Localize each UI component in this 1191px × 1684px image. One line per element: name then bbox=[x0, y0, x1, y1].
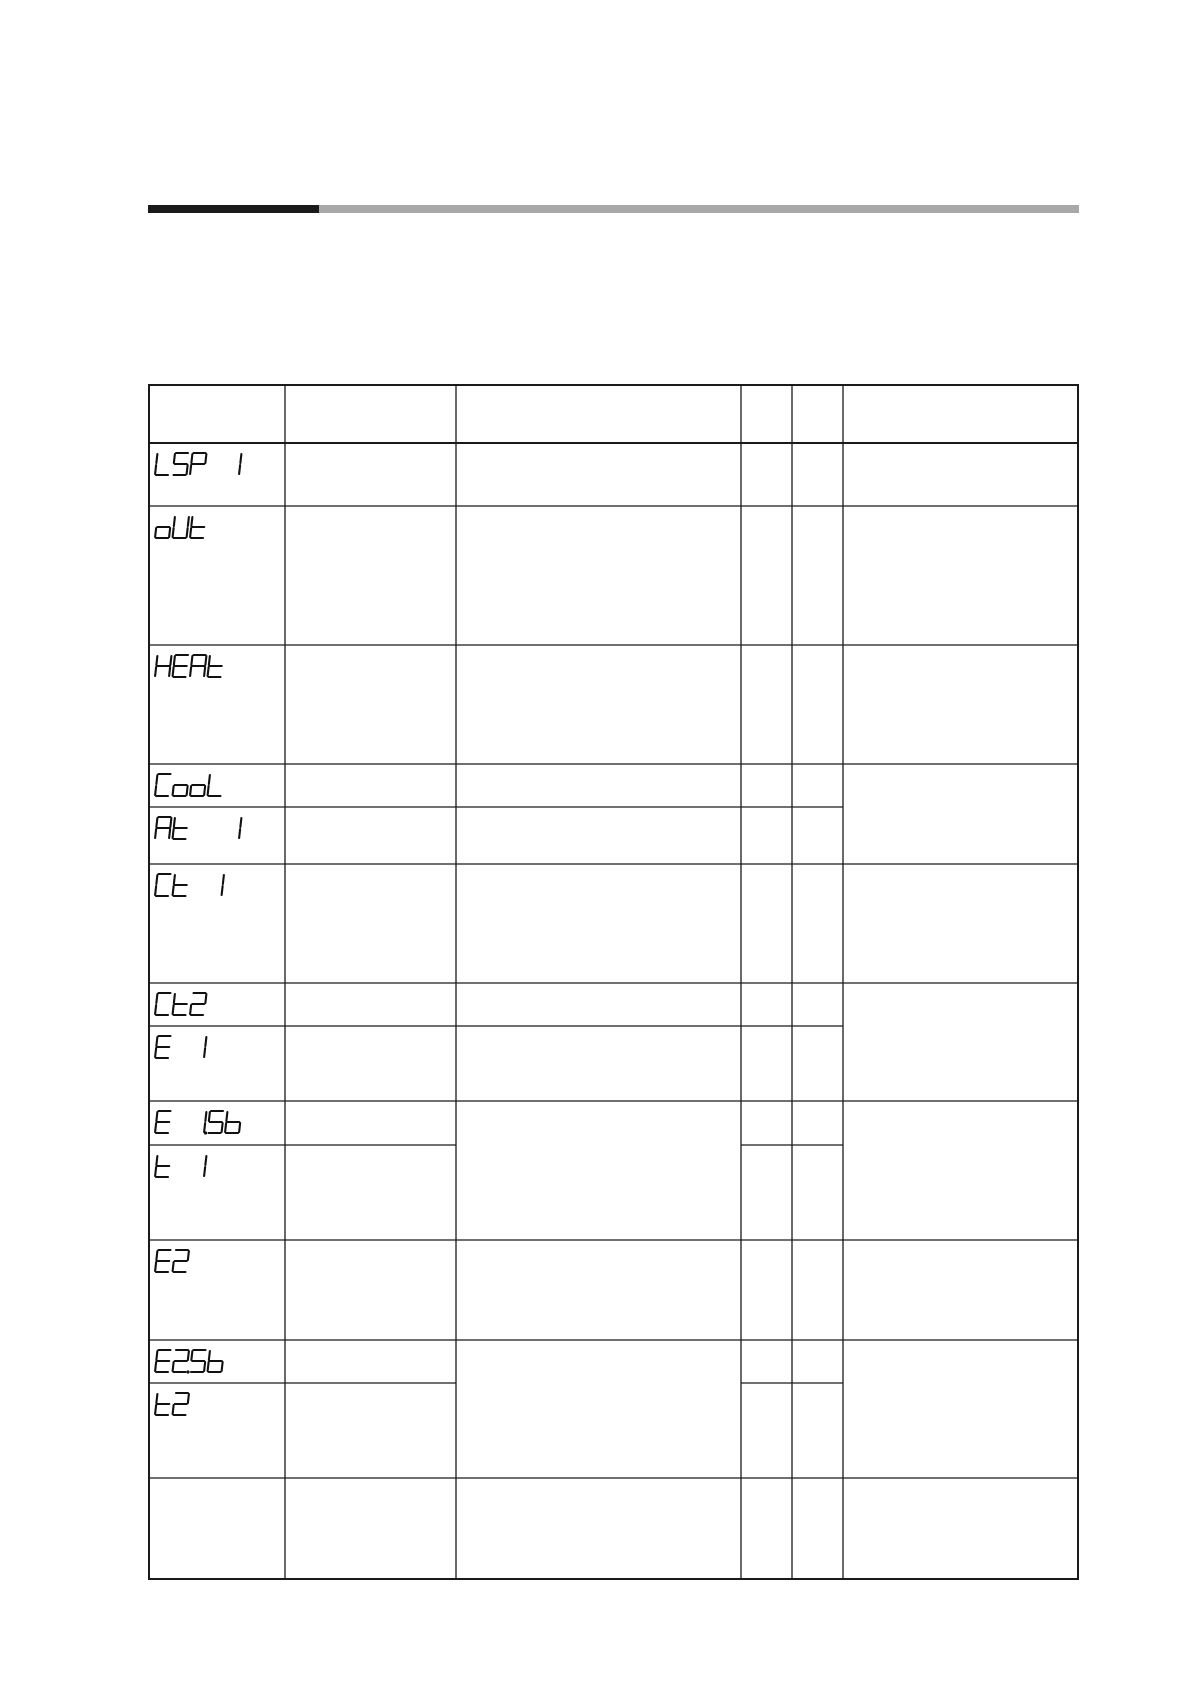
lcd-code-e-1-sb bbox=[155, 1111, 240, 1135]
lcd-code-out bbox=[155, 517, 204, 538]
lcd-code-ct2 bbox=[155, 993, 206, 1015]
lcd-code-cool bbox=[155, 774, 220, 796]
lcd-code-e2-sb bbox=[155, 1350, 223, 1374]
lcd-code-heat bbox=[155, 655, 222, 677]
lcd-code-lsp-1 bbox=[155, 453, 241, 475]
lcd-code-e2 bbox=[155, 1250, 189, 1272]
lcd-code-e-1 bbox=[155, 1036, 206, 1058]
parameter-table bbox=[148, 384, 1079, 1580]
table-frame bbox=[149, 385, 1078, 1579]
header-accent-bar bbox=[148, 205, 319, 213]
lcd-code-t2 bbox=[155, 1393, 189, 1415]
lcd-code-t-1 bbox=[155, 1156, 206, 1177]
lcd-code-at-1 bbox=[155, 817, 241, 839]
lcd-code-ct-1 bbox=[155, 874, 224, 896]
header-rule-bar bbox=[319, 205, 1079, 213]
